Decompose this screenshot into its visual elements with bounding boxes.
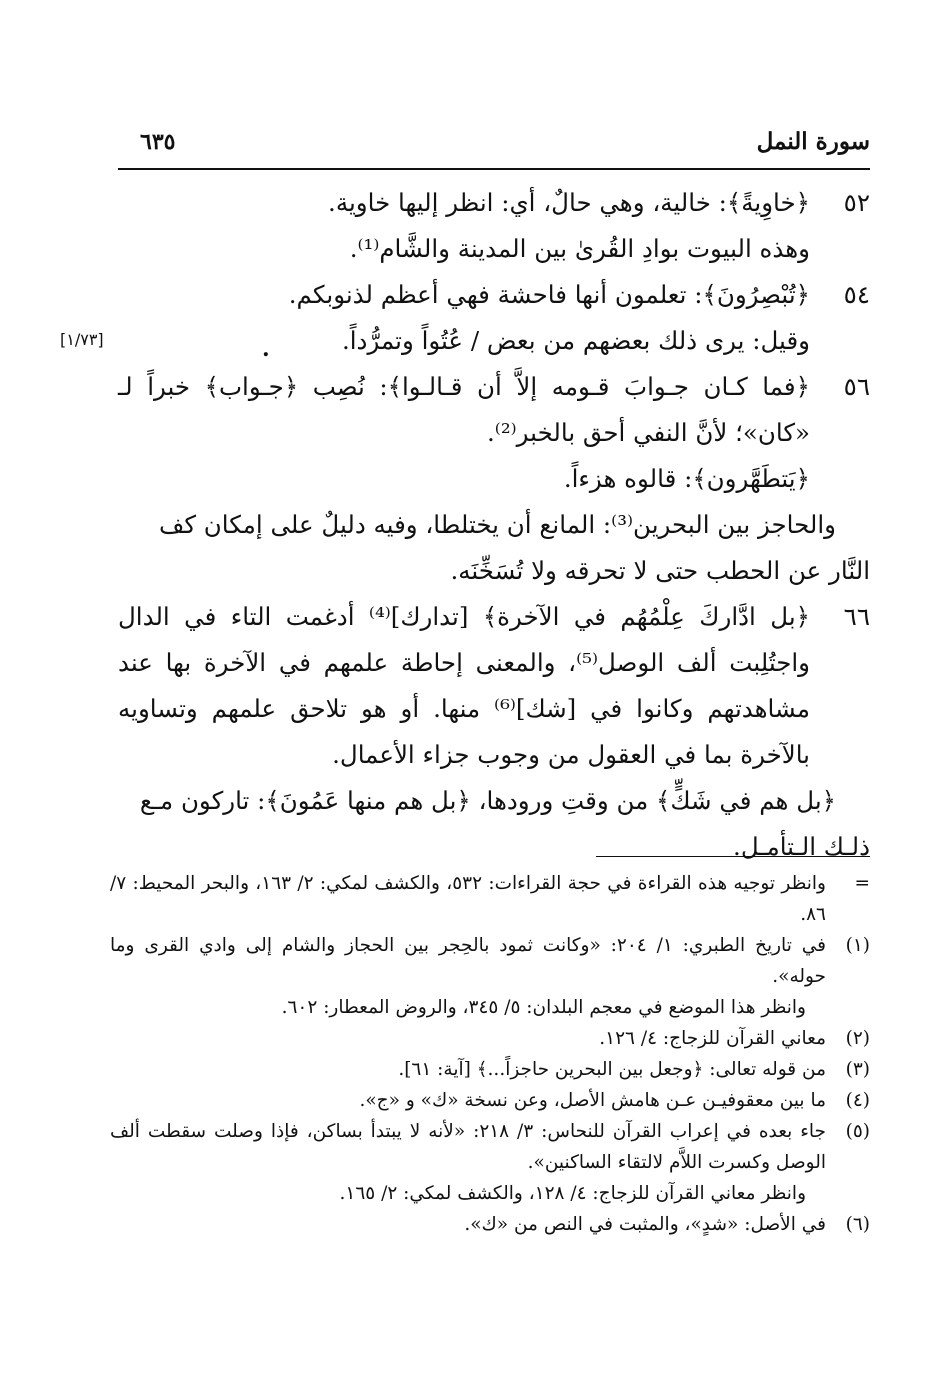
footnote-text: في تاريخ الطبري: ١/ ٢٠٤: «وكانت ثمود بالحِجر بين الحجاز والشام إلى وادي القرى وما حوله». (110, 935, 826, 987)
surah-title: سورة النمل (756, 128, 870, 155)
verse-entry-52 (118, 180, 870, 272)
footnotes (110, 868, 870, 1240)
commentary-line: ﴿فما كـان جـوابَ قـومه إلاَّ أن قـالـوا﴾: نُصِب ﴿جـواب﴾ خبراً لـ «كان»؛ لأنَّ النفي أحق بالخبر⁽²⁾. (118, 372, 810, 447)
commentary-paragraph: ﴿بل هم في شَكٍّ﴾ من وقتِ ورودها، ﴿بل هم منها عَمُونَ﴾: تاركون مـع ذلـك الـتأمـل. (139, 786, 870, 861)
verse-number: ٥٤ (843, 280, 870, 309)
verse-entry-54 (118, 272, 870, 364)
footnote-text: ما بين معقوفيـن عـن هامش الأصل، وعن نسخة «ك» و «ج». (359, 1090, 826, 1111)
commentary-line: ﴿تُبْصِرُونَ﴾: تعلمون أنها فاحشة فهي أعظم لذنوبكم. (288, 280, 810, 309)
footnote-text: جاء بعده في إعراب القرآن للنحاس: ٣/ ٢١٨: «لأنه لا يبتدأ بساكن، فإذا وصلت سقطت ألف الوصل وكسرت اللاَّم لالتقاء الساكنين». (110, 1121, 826, 1173)
footnote-subline: وانظر معاني القرآن للزجاج: ٤/ ١٢٨، والكشف لمكي: ٢/ ١٦٥. (339, 1183, 806, 1204)
footnote-number: (٦) (845, 1214, 870, 1235)
footnote-text: وانظر توجيه هذه القراءة في حجة القراءات: ٥٣٢، والكشف لمكي: ٢/ ١٦٣، والبحر المحيط: ٧/ ٨٦. (110, 873, 826, 925)
footnote-subline: وانظر هذا الموضع في معجم البلدان: ٥/ ٣٤٥، والروض المعطار: ٦٠٢. (281, 997, 806, 1018)
verse-number: ٥٢ (843, 188, 870, 217)
footnote (110, 1054, 870, 1085)
footnote-number: (٢) (845, 1028, 870, 1049)
margin-dot: . (262, 336, 270, 362)
footnote (110, 1085, 870, 1116)
verse-entry-56 (118, 364, 870, 502)
commentary-line: ﴿يَتطَهَّرون﴾: قالوه هزءاً. (563, 464, 810, 493)
verse-number: ٦٦ (843, 602, 870, 631)
footnote (110, 868, 870, 930)
footnote (110, 930, 870, 992)
footnote-text: من قوله تعالى: ﴿وجعل بين البحرين حاجزاً...﴾ [آية: ٦١]. (398, 1059, 826, 1080)
main-text (118, 180, 870, 870)
verse-commentary (118, 594, 810, 778)
footnote-number: = (854, 873, 870, 894)
commentary-line: ﴿خاوِيةً﴾: خالية، وهي حالٌ، أي: انظر إليها خاوية. (328, 188, 810, 217)
footnote-number: (٥) (845, 1121, 870, 1142)
page-number: ٦٣٥ (140, 129, 176, 155)
verse-commentary (118, 180, 810, 272)
verse-entry-66 (118, 594, 870, 778)
commentary-line: وقيل: يرى ذلك بعضهم من بعض / عُتُواً وتمرُّداً. (341, 326, 810, 355)
footnote-text: في الأصل: «شدٍ»، والمثبت في النص من «ك». (464, 1214, 826, 1235)
page-header (140, 128, 870, 168)
footnote (110, 1209, 870, 1240)
footnote (110, 1116, 870, 1178)
header-rule (118, 168, 870, 170)
verse-commentary (118, 364, 810, 502)
margin-reference: [١/٧٣] (60, 330, 104, 349)
footnote-text: معاني القرآن للزجاج: ٤/ ١٢٦. (599, 1028, 826, 1049)
footnote-number: (٤) (845, 1090, 870, 1111)
footnote-rule (596, 856, 870, 857)
footnote-number: (٣) (845, 1059, 870, 1080)
commentary-line: وهذه البيوت بوادِ القُرىٰ بين المدينة والشَّام⁽¹⁾. (349, 234, 810, 263)
verse-commentary (118, 272, 810, 364)
commentary-line: ﴿بل ادَّاركَ عِلْمُهُم في الآخرة﴾ [تدارك]⁽⁴⁾ أدغمت التاء في الدال واجتُلِبت ألف الوصل⁽⁵⁾، والمعنى إحاطة علمهم في الآخرة بها عند مشاهدتهم وكانوا في [شك]⁽⁶⁾ منها. أو هو تلاحق علمهم وتساويه بالآخرة بما في العقول من وجوب جزاء الأعمال. (118, 602, 811, 769)
verse-number: ٥٦ (843, 372, 870, 401)
footnote (110, 1023, 870, 1054)
footnote-number: (١) (845, 935, 870, 956)
commentary-paragraph: والحاجز بين البحرين⁽³⁾: المانع أن يختلطا، وفيه دليلٌ على إمكان كف النَّار عن الحطب حتى لا تحرقه ولا تُسَخِّنَه. (158, 510, 870, 585)
